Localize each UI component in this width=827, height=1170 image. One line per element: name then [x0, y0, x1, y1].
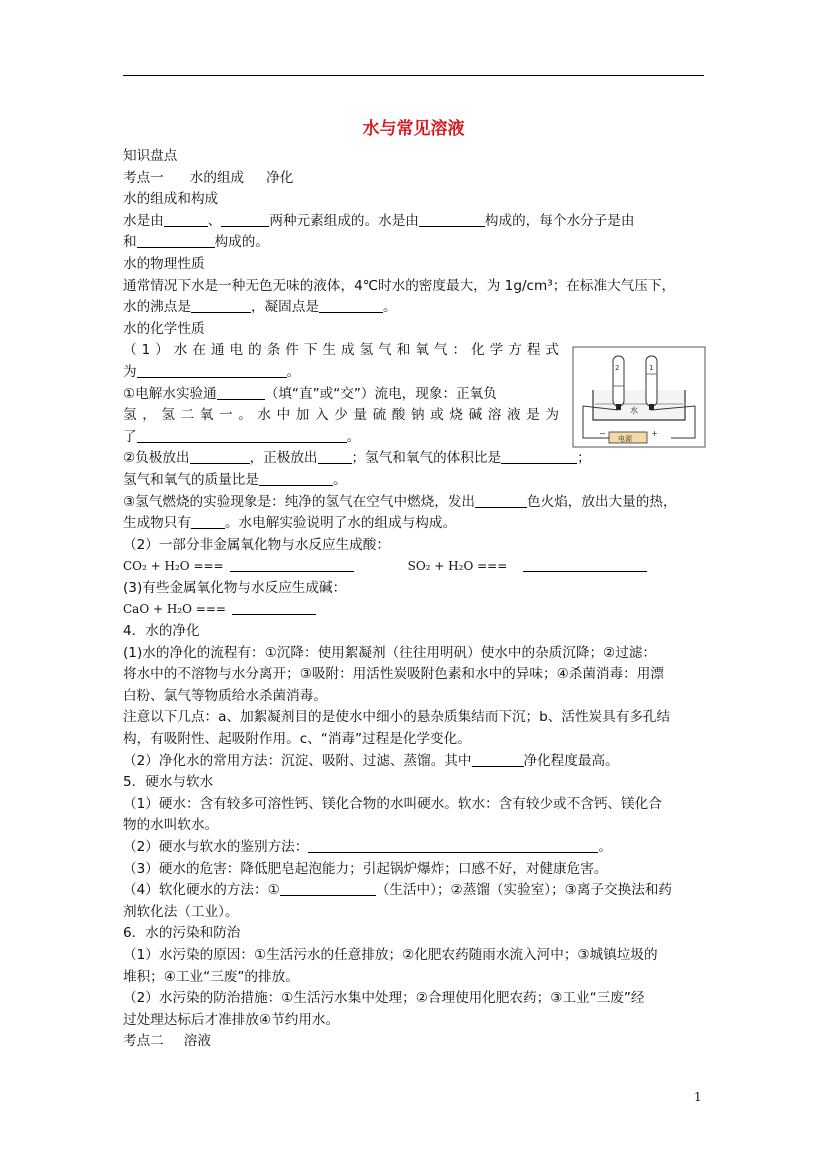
power-supply-label: 电源 — [618, 435, 632, 443]
tube-label-left: 2 — [615, 364, 620, 372]
electrolysis-apparatus-figure — [571, 346, 707, 448]
text: 知识盘点 — [123, 148, 178, 164]
page-number: 1 — [694, 1090, 702, 1104]
text: ，正极放出 — [249, 450, 318, 467]
equation: CaO + H₂O === — [123, 602, 226, 617]
text: (1)水的净化的流程有：①沉降：使用絮凝剂（往往用明矾）使水中的杂质沉降；②过滤： — [123, 644, 657, 661]
text-line — [123, 1010, 713, 1032]
text: 注意以下几点：a、加絮凝剂目的是使水中细小的悬杂质集结而下沉；b、活性炭具有多孔结 — [123, 709, 671, 726]
text: （1）硬水：含有较多可溶性钙、镁化合物的水叫硬水。软水：含有较少或不含钙、镁化合 — [123, 795, 662, 812]
text: 净化程度最高。 — [523, 752, 619, 769]
fill-line — [123, 470, 713, 492]
text: 考点二 — [123, 1033, 164, 1050]
electrode-right — [649, 404, 654, 410]
positive-sign: + — [651, 429, 658, 438]
subheading — [123, 772, 713, 794]
text: 水的化学性质 — [123, 320, 205, 337]
text: （1）水在通电的条件下生成氢气和氧气：化学方程式 — [123, 342, 559, 359]
text: 剂软化法（工业）。 — [123, 903, 239, 920]
fill-line — [123, 232, 713, 254]
text: 。水电解实验说明了水的组成与构成。 — [224, 515, 457, 532]
answer-blank[interactable] — [523, 557, 647, 572]
subheading — [123, 189, 713, 211]
equation-line — [123, 599, 713, 621]
text: 水是由 — [123, 212, 164, 229]
answer-blank[interactable] — [230, 557, 354, 572]
topic-heading — [123, 168, 713, 190]
fill-line — [123, 297, 713, 319]
text: 物的水叫软水。 — [123, 817, 219, 834]
text: 。 — [286, 363, 301, 380]
answer-blank[interactable] — [191, 514, 225, 529]
answer-blank[interactable] — [217, 385, 265, 400]
text: 氢，氢二氧一。水中加入少量硫酸钠或烧碱溶液是为 — [123, 407, 559, 424]
answer-blank[interactable] — [318, 449, 352, 464]
electrode-left — [616, 404, 621, 410]
fill-line — [123, 492, 713, 514]
water-label: 水 — [630, 406, 638, 415]
text: （2）硬水与软水的鉴别方法： — [123, 839, 309, 855]
text-line — [123, 578, 713, 600]
subheading — [123, 319, 713, 341]
answer-blank[interactable] — [191, 298, 251, 313]
text: 水的沸点是 — [123, 299, 191, 316]
section-heading — [123, 146, 713, 168]
text-line — [123, 794, 713, 816]
negative-sign: − — [599, 429, 606, 438]
text-line — [123, 729, 713, 751]
topic-heading — [123, 1031, 713, 1053]
fill-line — [123, 751, 713, 773]
fill-line — [123, 837, 713, 859]
text: 6．水的污染和防治 — [123, 925, 241, 942]
equation-line — [123, 556, 713, 578]
fill-line — [123, 448, 713, 470]
answer-blank[interactable] — [137, 363, 287, 378]
text: 白粉、氯气等物质给水杀菌消毒。 — [123, 687, 327, 704]
page-title: 水与常见溶液 — [362, 119, 465, 139]
text: 4．水的净化 — [123, 623, 200, 640]
fill-line — [123, 513, 713, 535]
text: 。 — [346, 428, 361, 445]
text: ③氢气燃烧的实验现象是：纯净的氢气在空气中燃烧，发出 — [123, 493, 476, 510]
text-line — [123, 643, 713, 665]
answer-blank[interactable] — [137, 428, 347, 443]
document-body — [123, 146, 713, 1053]
text-line — [123, 815, 713, 837]
text: 色火焰，放出大量的热， — [527, 493, 677, 510]
text-line — [123, 707, 713, 729]
text: 。 — [332, 471, 347, 488]
text: ②负极放出 — [123, 450, 190, 467]
answer-blank[interactable] — [164, 212, 208, 227]
text: ，凝固点是 — [250, 299, 319, 316]
text: 溶液 — [183, 1033, 211, 1050]
text: 两种元素组成的。水是由 — [269, 212, 419, 229]
text-line — [123, 276, 713, 298]
equation: CO₂ + H₂O === — [123, 559, 224, 574]
answer-blank[interactable] — [190, 449, 250, 464]
text: （3）硬水的危害：降低肥皂起泡能力；引起锅炉爆炸；口感不好，对健康危害。 — [123, 860, 608, 877]
text: 氢气和氧气的质量比是 — [123, 471, 259, 488]
answer-blank[interactable] — [280, 881, 376, 896]
text: （2）一部分非金属氧化物与水反应生成酸： — [123, 536, 390, 553]
answer-blank[interactable] — [472, 752, 524, 767]
text: 堆积；④工业“三废”的排放。 — [123, 968, 299, 985]
header-rule — [123, 75, 704, 76]
text-line — [123, 664, 713, 686]
text-line — [123, 535, 713, 557]
tube-label-right: 1 — [649, 364, 654, 372]
text: （填“直”或“交”）流电，现象：正氧负 — [264, 385, 497, 402]
equation: SO₂ + H₂O === — [407, 559, 508, 574]
answer-blank[interactable] — [501, 449, 577, 464]
text-line — [123, 967, 713, 989]
text: 水的组成 — [189, 169, 245, 186]
text: ； — [577, 450, 591, 467]
text-line — [123, 988, 713, 1010]
text: ；氢气和氧气的体积比是 — [351, 450, 502, 467]
text: 。 — [598, 839, 612, 855]
text: 5．硬水与软水 — [123, 774, 214, 791]
subheading — [123, 621, 713, 643]
text: 过处理达标后才准排放④节约用水。 — [123, 1011, 340, 1028]
subheading — [123, 254, 713, 276]
text: 构成的，每个水分子是由 — [484, 212, 635, 229]
answer-blank[interactable] — [419, 212, 485, 227]
text: （2）净化水的常用方法：沉淀、吸附、过滤、蒸馏。其中 — [123, 752, 472, 769]
text: 通常情况下水是一种无色无味的液体，4℃时水的密度最大，为 1g/cm³；在标准大气压下， — [123, 277, 676, 294]
text: 了 — [123, 428, 137, 445]
text-line — [123, 405, 559, 427]
text: （1）水污染的原因：①生活污水的任意排放；②化肥农药随雨水流入河中；③城镇垃圾的 — [123, 946, 658, 963]
text: 考点一 — [123, 169, 164, 186]
text: 净化 — [266, 169, 294, 186]
text: 将水中的不溶物与水分离开；③吸附：用活性炭吸附色素和水中的异味；④杀菌消毒：用漂 — [123, 666, 664, 683]
text-line — [123, 945, 713, 967]
text: 构成的。 — [214, 234, 269, 251]
text: 、 — [207, 212, 222, 229]
text-line — [123, 902, 713, 924]
answer-blank[interactable] — [475, 493, 527, 508]
water-trough — [593, 390, 685, 420]
text: ①电解水实验通 — [123, 385, 217, 402]
text: （4）软化硬水的方法：① — [123, 882, 280, 899]
text: （生活中）；②蒸馏（实验室）；③离子交换法和药 — [375, 882, 673, 899]
answer-blank[interactable] — [137, 233, 215, 248]
text-line — [123, 340, 559, 362]
text: 水的组成和构成 — [123, 191, 219, 208]
text: 为 — [123, 363, 137, 380]
text-line — [123, 686, 713, 708]
text: 。 — [382, 299, 397, 316]
answer-blank[interactable] — [308, 838, 598, 853]
text: (3)有些金属氧化物与水反应生成碱： — [123, 579, 347, 596]
fill-line — [123, 880, 713, 902]
text: 水的物理性质 — [123, 255, 205, 272]
text: 和 — [123, 234, 137, 251]
answer-blank[interactable] — [221, 212, 269, 227]
text: 构，有吸附性、起吸附作用。c、“消毒”过程是化学变化。 — [123, 731, 471, 748]
fill-line — [123, 211, 713, 233]
text: （2）水污染的防治措施：①生活污水集中处理；②合理使用化肥农药；③工业“三废”经 — [123, 990, 645, 1007]
answer-blank[interactable] — [319, 298, 383, 313]
text: 生成物只有 — [123, 515, 191, 532]
answer-blank[interactable] — [259, 471, 333, 486]
subheading — [123, 923, 713, 945]
answer-blank[interactable] — [232, 600, 316, 615]
text-line — [123, 859, 713, 881]
